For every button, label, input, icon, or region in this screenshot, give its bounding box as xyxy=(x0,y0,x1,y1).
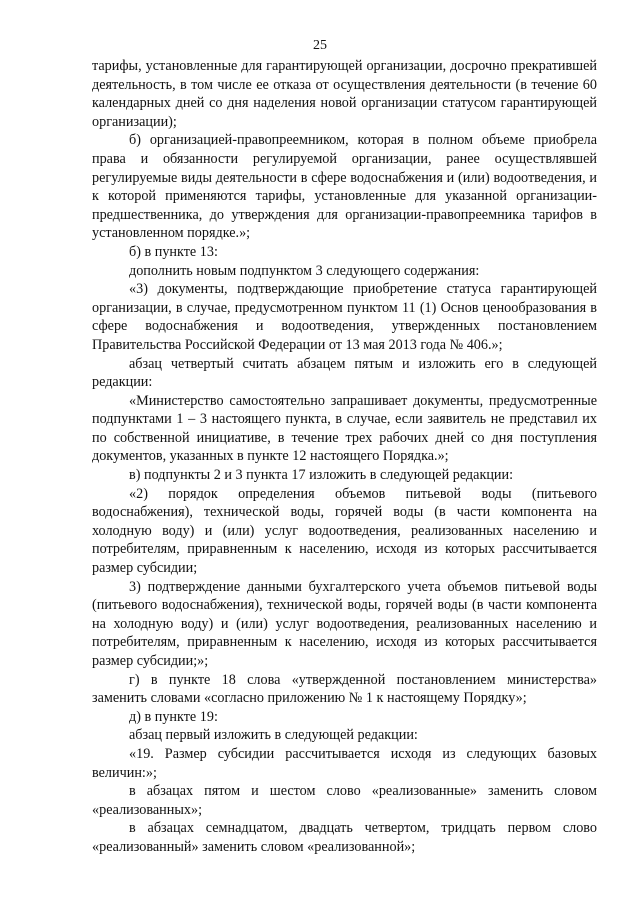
paragraph: абзац четвертый считать абзацем пятым и изложить его в следующей редакции: xyxy=(92,355,597,391)
paragraph: тарифы, установленные для гарантирующей организации, досрочно прекратившей деятельность, в том числе ее отказа от осуществления деятельности (в течение 60 календарных дней со дня наделения новой организации статусом гарантирующей организации); xyxy=(92,58,597,130)
paragraph: «19. Размер субсидии рассчитывается исходя из следующих базовых величин:»; xyxy=(92,745,597,781)
paragraph: «2) порядок определения объемов питьевой воды (питьевого водоснабжения), технической воды, горячей воды (в части компонента на холодную воду) и (или) услуг водоотведения, реализованных населению и потребителям, приравненным к населению, исходя из которых рассчитывается размер субсидии; xyxy=(92,485,597,577)
paragraph: дополнить новым подпунктом 3 следующего содержания: xyxy=(129,262,480,279)
paragraph: в) подпункты 2 и 3 пункта 17 изложить в следующей редакции: xyxy=(129,467,514,484)
paragraph: абзац первый изложить в следующей редакции: xyxy=(129,727,418,744)
paragraph: «Министерство самостоятельно запрашивает документы, предусмотренные подпунктами 1 – 3 настоящего пункта, в случае, если заявитель не представил их по собственной инициативе, в течение трех рабочих дней со дня поступления документов, указанных в пункте 12 настоящего Порядка.»; xyxy=(92,392,597,465)
paragraph: в абзацах семнадцатом, двадцать четвертом, тридцать первом слово «реализованный» заменить словом «реализованной»; xyxy=(92,820,597,855)
page-number: 25 xyxy=(313,38,327,53)
paragraph: б) организацией-правопреемником, которая в полном объеме приобрела права и обязанности регулируемой организации, ранее осуществлявшей регулируемые виды деятельности в сфере водоснабжения и (или) водоотведения, и к которой применяются тарифы, установленные для указанной организации-предшественника, до утверждения для организации-правопреемника тарифов в установленном порядке.»; xyxy=(92,132,597,242)
paragraph: г) в пункте 18 слова «утвержденной постановлением министерства» заменить словами «согласно приложению № 1 к настоящему Порядку»; xyxy=(92,671,597,707)
paragraph: б) в пункте 13: xyxy=(129,243,218,260)
paragraph: в абзацах пятом и шестом слово «реализованные» заменить словом «реализованных»; xyxy=(92,783,597,818)
paragraph: д) в пункте 19: xyxy=(129,708,218,725)
paragraph: 3) подтверждение данными бухгалтерского учета объемов питьевой воды (питьевого водоснабжения), технической воды, горячей воды (в части компонента на холодную воду) и (или) услуг водоотведения, реализованных населению и потребителям, приравненным к населению, исходя из которых рассчитывается размер субсидии;»; xyxy=(92,578,597,669)
document-body xyxy=(92,57,597,857)
paragraph: «3) документы, подтверждающие приобретение статуса гарантирующей организации, в случае, предусмотренном пунктом 11 (1) Основ ценообразования в сфере водоснабжения и водоотведения, утвержденных постановлением Правительства Российской Федерации от 13 мая 2013 года № 406.»; xyxy=(92,281,597,353)
